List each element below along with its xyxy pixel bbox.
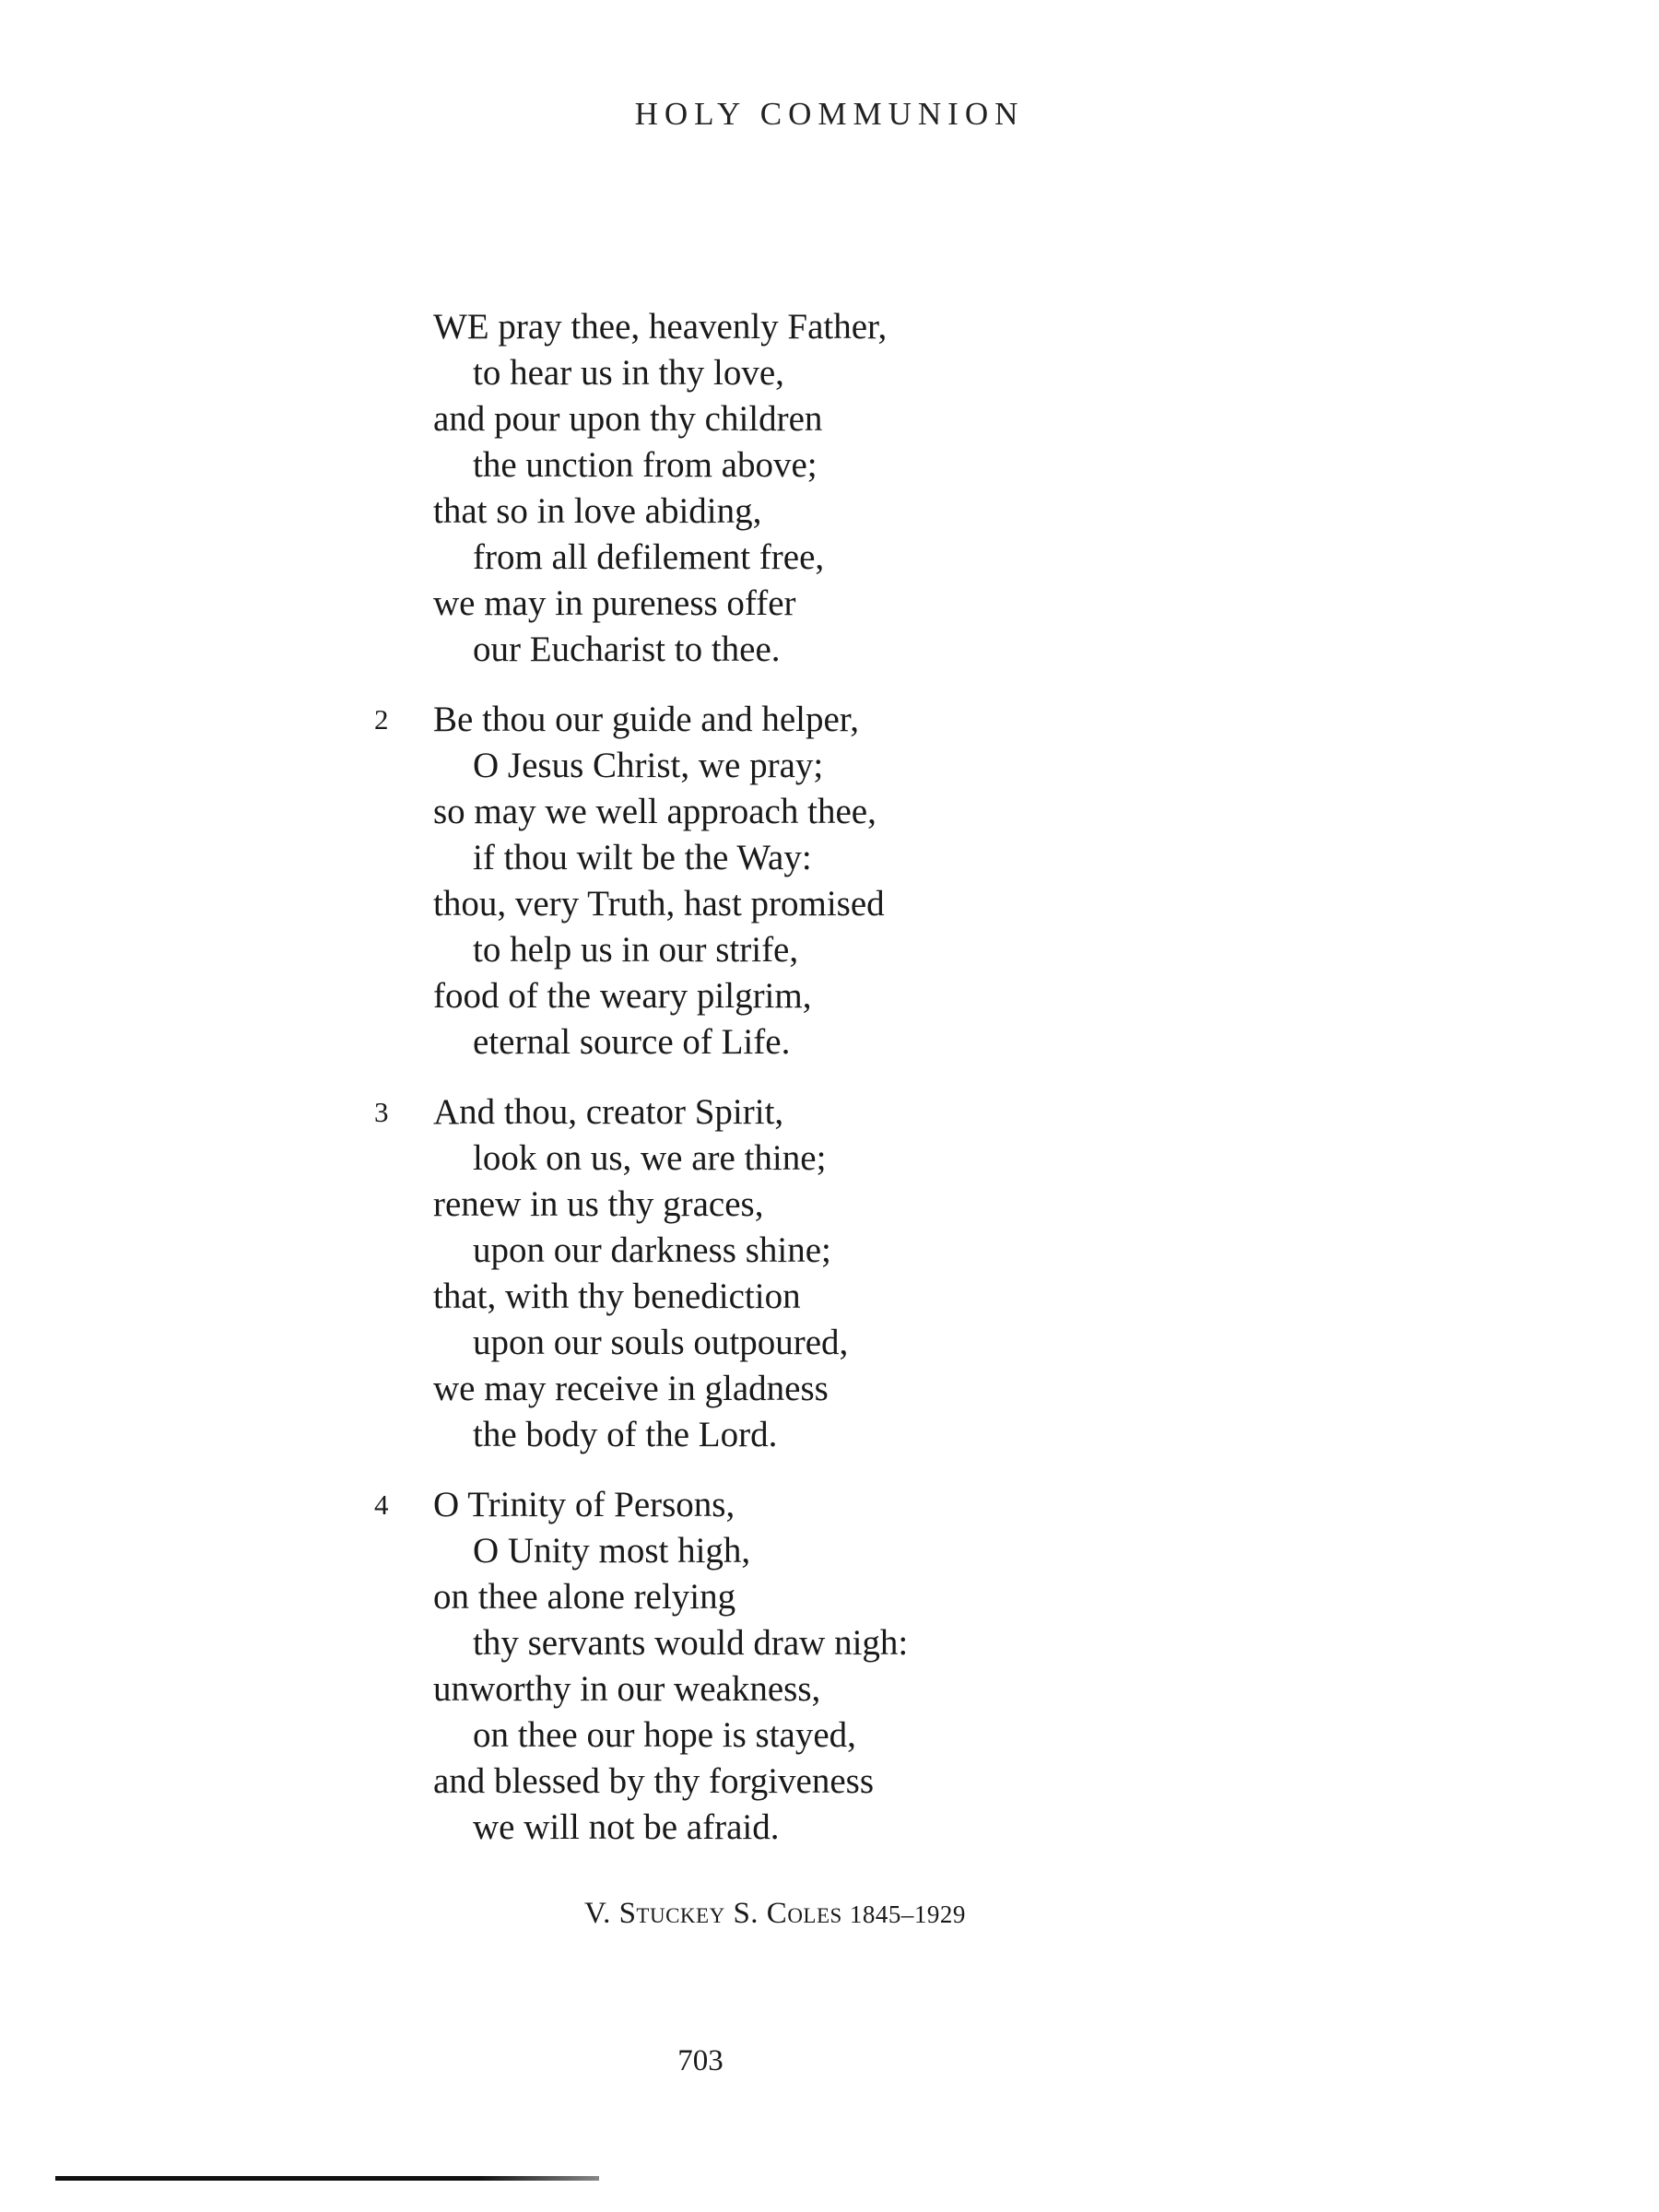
verse-number: 4 xyxy=(374,1488,389,1521)
verse-line: WE pray thee, heavenly Father, xyxy=(433,307,888,347)
verse-line: food of the weary pilgrim, xyxy=(433,976,812,1016)
verse-line: that, with thy benediction xyxy=(433,1277,801,1316)
verse-1 xyxy=(433,304,1355,673)
verse-line: unworthy in our weakness, xyxy=(433,1669,821,1709)
verse-line: upon our souls outpoured, xyxy=(473,1323,849,1362)
verse-line: we may in pureness offer xyxy=(433,583,796,623)
verse-line: Be thou our guide and helper, xyxy=(433,700,859,739)
verse-line: from all defilement free, xyxy=(473,537,825,577)
verse-4 xyxy=(374,1482,1355,1851)
author-attribution xyxy=(584,1897,966,1931)
verse-line: O Trinity of Persons, xyxy=(433,1485,735,1524)
verse-line: renew in us thy graces, xyxy=(433,1184,764,1224)
verse-line: O Unity most high, xyxy=(473,1531,751,1571)
verse-number: 3 xyxy=(374,1096,389,1128)
verse-line: we may receive in gladness xyxy=(433,1369,829,1408)
verse-line: to hear us in thy love, xyxy=(473,353,784,393)
verse-line: eternal source of Life. xyxy=(473,1022,791,1062)
author-years: 1845–1929 xyxy=(849,1900,966,1928)
verse-line: on thee our hope is stayed, xyxy=(473,1715,856,1755)
verse-line: so may we well approach thee, xyxy=(433,792,877,831)
verse-number: 2 xyxy=(374,703,389,735)
hymn-text xyxy=(374,304,1355,1875)
running-head: HOLY COMMUNION xyxy=(634,96,1025,132)
author-name: V. Stuckey S. Coles xyxy=(584,1897,842,1930)
verse-line: And thou, creator Spirit, xyxy=(433,1092,784,1132)
verse-line: upon our darkness shine; xyxy=(473,1230,831,1270)
verse-line: if thou wilt be the Way: xyxy=(473,838,812,877)
verse-line: O Jesus Christ, we pray; xyxy=(473,746,824,785)
verse-line: the unction from above; xyxy=(473,445,818,485)
verse-line: and pour upon thy children xyxy=(433,399,823,439)
verse-line: our Eucharist to thee. xyxy=(473,629,781,669)
verse-line: thy servants would draw nigh: xyxy=(473,1623,909,1663)
verse-line: look on us, we are thine; xyxy=(473,1138,827,1178)
verse-line: to help us in our strife, xyxy=(473,930,799,970)
verse-line: we will not be afraid. xyxy=(473,1807,780,1847)
verse-2 xyxy=(374,697,1355,1065)
bottom-rule xyxy=(55,2176,599,2181)
verse-line: thou, very Truth, hast promised xyxy=(433,884,885,924)
page-number: 703 xyxy=(677,2044,724,2077)
verse-line: the body of the Lord. xyxy=(473,1415,778,1454)
verse-3 xyxy=(374,1089,1355,1458)
verse-line: and blessed by thy forgiveness xyxy=(433,1761,875,1801)
verse-line: that so in love abiding, xyxy=(433,491,762,531)
verse-line: on thee alone relying xyxy=(433,1577,736,1617)
